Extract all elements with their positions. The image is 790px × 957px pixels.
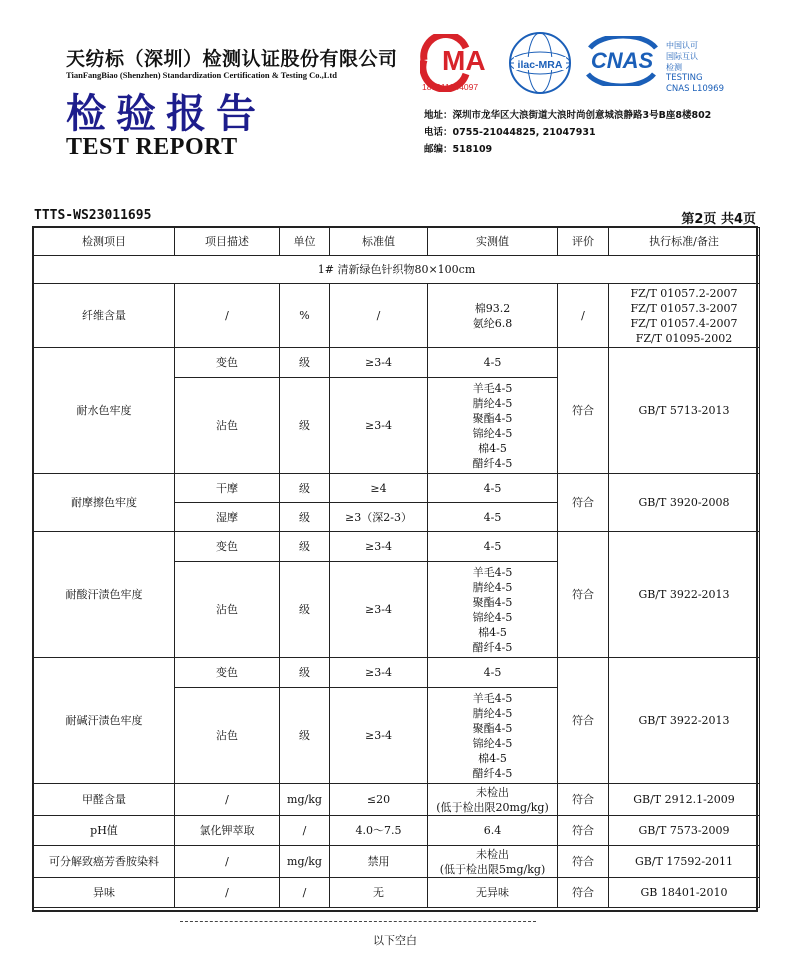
cell-measured: 4-5 (428, 503, 558, 532)
cnas-accreditation-text (666, 40, 724, 95)
cell-eval: 符合 (558, 474, 609, 532)
measured-line: 聚酯4-5 (472, 411, 513, 425)
measured-line: 羊毛4-5 (472, 565, 513, 579)
table-row-odor (34, 878, 760, 908)
cell-eval: 符合 (558, 878, 609, 908)
col-header-item: 检测项目 (34, 228, 175, 256)
measured-line: 棉4-5 (478, 441, 507, 455)
measured-line: 聚酯4-5 (472, 595, 513, 609)
page-number: 第2页 共4页 (681, 212, 756, 227)
measured-line: 未检出 (476, 847, 509, 861)
measured-line: 醋纤4-5 (472, 766, 513, 780)
cnas-logo-text: CNAS (590, 48, 654, 73)
cell-measured: 6.4 (428, 816, 558, 846)
cell-unit: mg/kg (280, 784, 330, 816)
report-title-cn: 检验报告 (66, 90, 266, 137)
cell-unit: 级 (280, 348, 330, 378)
col-header-desc: 项目描述 (175, 228, 280, 256)
ilac-mra-logo (504, 30, 576, 96)
cell-desc: / (175, 846, 280, 878)
cell-item: 甲醛含量 (34, 784, 175, 816)
cnas-en-line2: CNAS L10969 (666, 84, 724, 94)
cell-std: ≥3-4 (330, 688, 428, 784)
col-header-standard-value: 标准值 (330, 228, 428, 256)
results-table (33, 227, 760, 908)
cell-std: ≥3-4 (330, 562, 428, 658)
cell-standard: GB/T 3922-2013 (609, 658, 760, 784)
col-header-standard: 执行标准/备注 (609, 228, 760, 256)
cell-measured (428, 378, 558, 474)
cell-standard: GB/T 5713-2013 (609, 348, 760, 474)
cma-logo-number: 180011344097 (422, 82, 479, 92)
cell-measured: 4-5 (428, 474, 558, 503)
cell-measured (428, 688, 558, 784)
contact-postcode: 邮编：518109 (424, 144, 493, 155)
cell-standard: GB/T 2912.1-2009 (609, 784, 760, 816)
cell-eval: 符合 (558, 784, 609, 816)
contact-info (424, 107, 711, 158)
cell-std: 4.0～7.5 (330, 816, 428, 846)
cnas-logo (582, 36, 662, 86)
cell-unit: mg/kg (280, 846, 330, 878)
cell-measured (428, 562, 558, 658)
cell-desc: 氯化钾萃取 (175, 816, 280, 846)
cell-unit: / (280, 816, 330, 846)
measured-line: 棉4-5 (478, 625, 507, 639)
table-row-water-change (34, 348, 760, 378)
table-row-acid-change (34, 532, 760, 562)
table-row-fiber (34, 284, 760, 348)
ilac-logo-text: ilac-MRA (517, 59, 563, 71)
cell-unit: % (280, 284, 330, 348)
measured-line: 羊毛4-5 (472, 381, 513, 395)
cell-item: 耐水色牢度 (34, 348, 175, 474)
report-header (0, 0, 790, 200)
cell-unit: 级 (280, 378, 330, 474)
cell-desc: 变色 (175, 348, 280, 378)
measured-line: 未检出 (476, 785, 509, 799)
table-row-rubbing-dry (34, 474, 760, 503)
standard-line: FZ/T 01057.4-2007 (630, 316, 738, 330)
cell-measured: 4-5 (428, 658, 558, 688)
measured-line: 醋纤4-5 (472, 640, 513, 654)
cell-desc: 变色 (175, 658, 280, 688)
cell-item: 纤维含量 (34, 284, 175, 348)
cell-measured (428, 846, 558, 878)
measured-line: 腈纶4-5 (472, 706, 513, 720)
cnas-cn-line1: 中国认可 (666, 41, 698, 50)
cell-desc: 沾色 (175, 562, 280, 658)
col-header-unit: 单位 (280, 228, 330, 256)
cell-eval: 符合 (558, 816, 609, 846)
cell-standard: GB/T 17592-2011 (609, 846, 760, 878)
measured-line: 聚酯4-5 (472, 721, 513, 735)
table-row-ph (34, 816, 760, 846)
cell-item: 异味 (34, 878, 175, 908)
table-header-row (34, 228, 760, 256)
cell-item: 可分解致癌芳香胺染料 (34, 846, 175, 878)
company-name-cn: 天纺标（深圳）检测认证股份有限公司 (66, 48, 398, 70)
contact-address: 地址：深圳市龙华区大浪街道大浪时尚创意城浪静路3号B座8楼802 (424, 110, 712, 121)
report-number: TTTS-WS23011695 (34, 208, 152, 223)
measured-line: 腈纶4-5 (472, 580, 513, 594)
cell-eval: / (558, 284, 609, 348)
cell-measured: 4-5 (428, 532, 558, 562)
cell-eval: 符合 (558, 348, 609, 474)
col-header-evaluation: 评价 (558, 228, 609, 256)
col-header-measured: 实测值 (428, 228, 558, 256)
measured-line: 氨纶6.8 (472, 316, 513, 330)
cell-std: ≥3-4 (330, 532, 428, 562)
cell-measured (428, 284, 558, 348)
contact-phone: 电话：0755-21044825, 21047931 (424, 127, 596, 138)
cell-std: ≥3-4 (330, 658, 428, 688)
report-title-en: TEST REPORT (66, 134, 238, 160)
cell-desc: 干摩 (175, 474, 280, 503)
measured-line: 锦纶4-5 (472, 426, 513, 440)
cell-unit: 级 (280, 503, 330, 532)
footer-divider (180, 921, 536, 922)
sample-description: 1# 清新绿色针织物80×100cm (34, 256, 760, 284)
cell-eval: 符合 (558, 658, 609, 784)
table-row-alkali-change (34, 658, 760, 688)
cell-unit: 级 (280, 532, 330, 562)
cell-desc: / (175, 784, 280, 816)
table-row-azo (34, 846, 760, 878)
cell-item: 耐酸汗渍色牢度 (34, 532, 175, 658)
cma-logo (420, 34, 496, 92)
measured-line: (低于检出限5mg/kg) (439, 862, 546, 876)
cnas-cn-line3: 检测 (666, 63, 682, 72)
cell-unit: 级 (280, 474, 330, 503)
blank-below-note: 以下空白 (373, 934, 417, 947)
measured-line: 腈纶4-5 (472, 396, 513, 410)
cell-desc: 沾色 (175, 378, 280, 474)
measured-line: (低于检出限20mg/kg) (436, 800, 549, 814)
cell-unit: 级 (280, 562, 330, 658)
standard-line: FZ/T 01057.3-2007 (630, 301, 738, 315)
cell-desc: 变色 (175, 532, 280, 562)
cell-measured: 无异味 (428, 878, 558, 908)
cell-standard: GB/T 3920-2008 (609, 474, 760, 532)
cell-item: 耐摩擦色牢度 (34, 474, 175, 532)
standard-line: FZ/T 01057.2-2007 (630, 286, 738, 300)
cnas-en-line1: TESTING (666, 73, 703, 83)
cell-std: 无 (330, 878, 428, 908)
measured-line: 锦纶4-5 (472, 736, 513, 750)
cell-eval: 符合 (558, 846, 609, 878)
cell-unit: 级 (280, 688, 330, 784)
measured-line: 锦纶4-5 (472, 610, 513, 624)
cell-std: ≥4 (330, 474, 428, 503)
standard-line: FZ/T 01095-2002 (635, 331, 733, 345)
measured-line: 棉93.2 (474, 301, 511, 315)
cell-unit: 级 (280, 658, 330, 688)
cell-std: / (330, 284, 428, 348)
cell-std: 禁用 (330, 846, 428, 878)
cell-desc: 湿摩 (175, 503, 280, 532)
cell-measured: 4-5 (428, 348, 558, 378)
cnas-cn-line2: 国际互认 (666, 52, 698, 61)
cell-eval: 符合 (558, 532, 609, 658)
cell-unit: / (280, 878, 330, 908)
measured-line: 羊毛4-5 (472, 691, 513, 705)
company-name-en: TianFangBiao (Shenzhen) Standardization Certification & Testing Co.,Ltd (66, 70, 337, 80)
cell-item: pH值 (34, 816, 175, 846)
cell-standard: GB/T 3922-2013 (609, 532, 760, 658)
sample-row (34, 256, 760, 284)
cell-std: ≥3-4 (330, 378, 428, 474)
measured-line: 醋纤4-5 (472, 456, 513, 470)
measured-line: 棉4-5 (478, 751, 507, 765)
table-row-formaldehyde (34, 784, 760, 816)
cell-std: ≥3-4 (330, 348, 428, 378)
cell-standard: GB 18401-2010 (609, 878, 760, 908)
cell-std: ≥3（深2-3） (330, 503, 428, 532)
cell-desc: / (175, 878, 280, 908)
cell-standard (609, 284, 760, 348)
cell-desc: 沾色 (175, 688, 280, 784)
cell-standard: GB/T 7573-2009 (609, 816, 760, 846)
cell-std: ≤20 (330, 784, 428, 816)
cell-measured (428, 784, 558, 816)
cell-desc: / (175, 284, 280, 348)
cell-item: 耐碱汗渍色牢度 (34, 658, 175, 784)
cma-logo-text: MA (442, 45, 486, 76)
